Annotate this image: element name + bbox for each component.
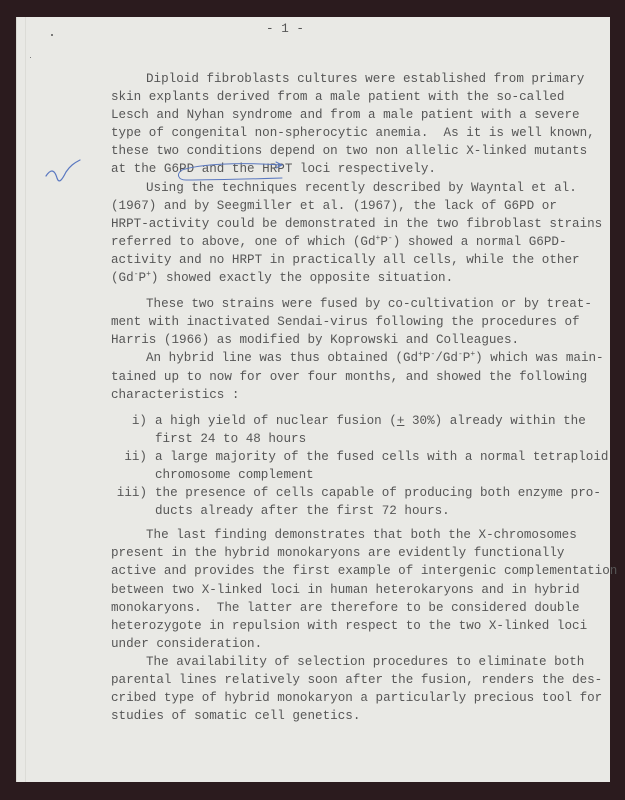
text-line: ment with inactivated Sendai-virus following the procedures of [111, 315, 580, 330]
text: the presence of cells capable of producing both enzyme pro- [155, 486, 601, 501]
text: P [138, 271, 147, 286]
text-line: present in the hybrid monokaryons are evidently functionally [111, 546, 565, 561]
text: ) which was main- [475, 351, 604, 366]
superscript: + [146, 270, 151, 280]
text-line: skin explants derived from a male patient with the so-called [111, 90, 565, 105]
list-item [111, 448, 617, 466]
text: An hybrid line was thus obtained (Gd [146, 351, 419, 366]
text-line: These two strains were fused by co-cultivation or by treat- [146, 297, 592, 312]
plus-minus-sign: + [396, 413, 405, 428]
text: a high yield of nuclear fusion ( [155, 413, 397, 428]
text-line: The last finding demonstrates that both the X-chromosomes [146, 528, 577, 543]
text-line: characteristics : [111, 387, 240, 402]
text-line: active and provides the first example of intergenic complementation [111, 564, 618, 579]
text-line: activity and no HRPT in practically all cells, while the other [111, 252, 580, 267]
text-line: (1967) and by Seegmiller et al. (1967), the lack of G6PD or [111, 198, 557, 213]
page-number: - 1 - [266, 22, 305, 36]
list-marker: iii) [116, 486, 147, 501]
text: ) showed exactly the opposite situation. [150, 271, 454, 286]
text-line [111, 233, 617, 251]
text: (Gd [111, 271, 134, 286]
text-line: ducts already after the first 72 hours. [155, 504, 450, 519]
text: referred to above, one of which (Gd [111, 234, 376, 249]
text-line [111, 269, 617, 287]
text: P [462, 351, 471, 366]
text-line: Diploid fibroblasts cultures were established from primary [146, 72, 585, 86]
superscript: + [375, 233, 381, 243]
text-line: Harris (1966) as modified by Koprowski and Colleagues. [111, 333, 520, 348]
text-line: type of congenital non-spherocytic anemia. As it is well known, [111, 126, 595, 141]
text-line [111, 349, 617, 367]
superscript: + [418, 350, 423, 360]
text: /Gd [435, 351, 458, 366]
list-marker: ii) [124, 449, 147, 464]
text-line: heterozygote in repulsion with respect to the two X-linked loci [111, 618, 588, 633]
text: P [380, 234, 388, 249]
handwritten-check-icon [44, 158, 84, 188]
text: a large majority of the fused cells with a normal tetraploid [155, 449, 609, 464]
superscript: - [430, 350, 436, 360]
text-line: The availability of selection procedures to eliminate both [146, 654, 585, 669]
superscript: - [133, 270, 139, 280]
text-line: Using the techniques recently described by Wayntal et al. [146, 180, 577, 195]
text-line: chromosome complement [155, 467, 314, 482]
text-line: Lesch and Nyhan syndrome and from a male patient with a severe [111, 108, 580, 123]
text-line: cribed type of hybrid monokaryon a particularly precious tool for [111, 691, 603, 706]
text-line: tained up to now for over four months, and showed the following [111, 369, 588, 384]
handwritten-swap-arrow-icon [170, 160, 290, 185]
text-line: monokaryons. The latter are therefore to be considered double [111, 600, 580, 615]
text-line: first 24 to 48 hours [155, 431, 307, 446]
speck [30, 57, 31, 58]
spacer [111, 404, 617, 412]
text-line: under consideration. [111, 636, 263, 651]
superscript: - [457, 350, 463, 360]
text-line: these two conditions depend on two non allelic X-linked mutants [111, 144, 588, 159]
list-item [111, 412, 617, 430]
text-line: studies of somatic cell genetics. [111, 709, 361, 724]
list-marker: i) [131, 413, 147, 428]
spacer [111, 287, 617, 295]
text-line: between two X-linked loci in human heterokaryons and in hybrid [111, 582, 580, 597]
text: 30%) already within the [404, 413, 586, 428]
text: P [422, 351, 431, 366]
text-line: HRPT-activity could be demonstrated in the two fibroblast strains [111, 216, 603, 231]
superscript: - [387, 233, 393, 243]
list-item [111, 484, 617, 502]
superscript: + [470, 350, 476, 360]
text: ) showed a normal G6PD- [392, 234, 567, 249]
speck [51, 34, 53, 36]
text-line: parental lines relatively soon after the fusion, renders the des- [111, 673, 603, 687]
text-line: at the G6PD and the HRPT loci respectively. [111, 162, 436, 177]
